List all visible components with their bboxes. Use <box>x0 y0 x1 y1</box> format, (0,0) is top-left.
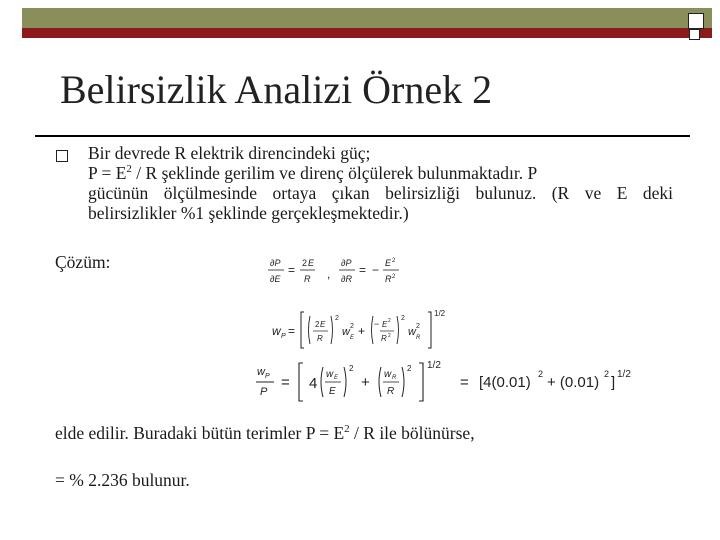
svg-text:2: 2 <box>388 318 391 324</box>
svg-text:R: R <box>304 274 311 284</box>
svg-text:+ (0.01): + (0.01) <box>547 374 600 391</box>
bullet-square-icon <box>56 150 68 162</box>
svg-text:E: E <box>329 386 336 397</box>
svg-text:∂E: ∂E <box>270 274 281 284</box>
header-olive-band <box>22 8 712 28</box>
svg-text:,: , <box>327 267 331 281</box>
svg-text:R: R <box>416 335 421 341</box>
svg-text:=: = <box>281 374 290 391</box>
svg-text:w: w <box>408 326 416 338</box>
svg-text:w: w <box>257 366 265 378</box>
svg-text:P: P <box>260 386 268 398</box>
svg-text:E: E <box>320 320 326 329</box>
svg-text:2: 2 <box>401 315 405 322</box>
svg-text:+: + <box>358 324 366 338</box>
svg-text:−: − <box>374 319 380 329</box>
svg-text:2: 2 <box>388 333 391 339</box>
svg-text:R: R <box>387 386 395 397</box>
solution-label: Çözüm: <box>55 252 111 272</box>
svg-text:1/2: 1/2 <box>434 309 446 318</box>
svg-text:2: 2 <box>538 369 544 379</box>
svg-text:=: = <box>288 263 296 277</box>
svg-text:2: 2 <box>315 320 320 329</box>
svg-text:E: E <box>334 375 339 381</box>
problem-line-3: gücünün ölçülmesinde ortaya çıkan belirsizliği bulunuz. (R ve E deki <box>88 183 673 203</box>
svg-text:P: P <box>281 333 286 340</box>
svg-text:2: 2 <box>392 258 396 264</box>
svg-text:1/2: 1/2 <box>617 369 631 380</box>
svg-text:w: w <box>326 369 334 380</box>
svg-text:=: = <box>359 263 367 277</box>
svg-text:2: 2 <box>349 364 354 373</box>
svg-text:R: R <box>392 375 397 381</box>
svg-text:2: 2 <box>302 258 308 268</box>
svg-text:2: 2 <box>350 323 354 330</box>
svg-text:−: − <box>372 263 380 277</box>
svg-text:w: w <box>342 326 350 338</box>
uncertainty-wp-equation <box>270 306 495 352</box>
problem-line-1: Bir devrede R elektrik direncindeki güç; <box>88 143 371 163</box>
svg-text:2: 2 <box>416 323 420 330</box>
svg-text:2: 2 <box>604 369 610 379</box>
corner-small-square-icon <box>689 29 700 40</box>
svg-text:E: E <box>308 258 315 268</box>
svg-text:∂P: ∂P <box>270 258 281 268</box>
svg-text:=: = <box>460 374 469 391</box>
relative-uncertainty-equation <box>255 355 715 405</box>
title-divider <box>35 135 690 137</box>
svg-text:[4(0.01): [4(0.01) <box>479 374 531 391</box>
svg-text:P: P <box>265 373 270 380</box>
slide-title: Belirsizlik Analizi Örnek 2 <box>60 67 493 112</box>
svg-text:2: 2 <box>407 364 412 373</box>
svg-text:1/2: 1/2 <box>427 360 441 371</box>
svg-text:E: E <box>382 320 388 329</box>
header-maroon-band <box>22 28 712 38</box>
problem-line-2: $P = E^2 / R$ şeklinde gerilim ve direnç ölçülerek bulunmaktadır. P <box>88 163 538 183</box>
svg-text:R: R <box>381 334 387 343</box>
svg-text:+: + <box>361 374 370 391</box>
svg-text:2: 2 <box>335 315 339 322</box>
problem-statement <box>88 143 673 223</box>
svg-text:]: ] <box>611 374 616 391</box>
slide-header-bar <box>22 8 712 38</box>
svg-text:w: w <box>384 369 392 380</box>
svg-text:R: R <box>317 334 323 343</box>
svg-text:R: R <box>385 274 392 284</box>
svg-text:E: E <box>385 258 392 268</box>
svg-text:=: = <box>288 324 296 338</box>
problem-line-4: belirsizlikler %1 şeklinde gerçekleşmektedir.) <box>88 203 409 223</box>
result-value: = % 2.236 bulunur. <box>55 470 190 490</box>
svg-text:w: w <box>272 324 281 338</box>
svg-text:E: E <box>350 335 355 341</box>
svg-text:4: 4 <box>309 375 318 392</box>
svg-text:2: 2 <box>392 274 396 280</box>
svg-text:∂R: ∂R <box>341 274 352 284</box>
result-description: elde edilir. Buradaki bütün terimler $P = E^2 / R$ ile bölünürse, <box>55 423 475 443</box>
partial-derivatives-equation <box>265 253 415 289</box>
svg-text:∂P: ∂P <box>341 258 352 268</box>
corner-square-icon <box>688 13 704 29</box>
